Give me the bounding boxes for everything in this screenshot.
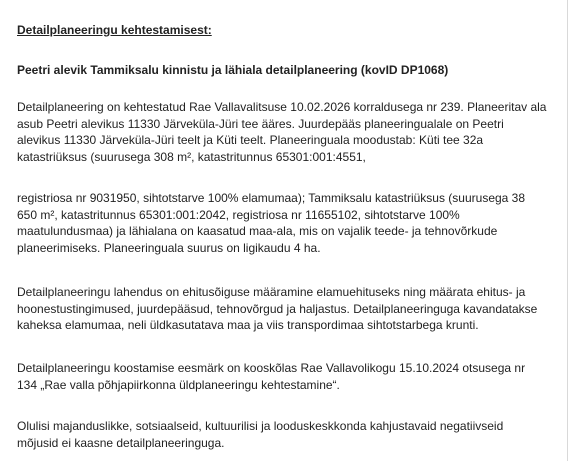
paragraph-plot-details: registriosa nr 9031950, sihtotstarve 100% elamumaa); Tammiksalu katastriüksus (suurusega 38 650 m², katastritunnus 65301:001:2042, registriosa nr 11655102, sihtotstarve 100% maatulundusmaa) ja lähialana on kaasatud maa-ala, mis on vajalik teede- ja tehnovõrkude planeerimiseks. Planeeringuala suurus on ligikaudu 4 ha. <box>17 191 526 255</box>
paragraph-solution: Detailplaneeringu lahendus on ehitusõiguse määramine elamuehituseks ning määrata ehitus- ja hoonestustingimused, juurdepääsud, tehnovõrgud ja haljastus. Detailplaneeringuga kavandatakse kaheksa elamumaa, neli üldkasutatava maa ja viis transpordimaa sihtotstarbega krunti. <box>17 285 538 332</box>
paragraph-impact: Olulisi majanduslikke, sotsiaalseid, kultuurilisi ja looduskeskkonda kahjustavaid negatiivseid mõjusid ei kaasne detailplaneeringuga. <box>17 419 504 450</box>
document-heading: Detailplaneeringu kehtestamisest: <box>17 23 212 37</box>
paragraph-purpose: Detailplaneeringu koostamise eesmärk on kooskõlas Rae Vallavolikogu 15.10.2024 otsusega nr 134 „Rae valla põhjapiirkonna üldplaneeringu kehtestamine“. <box>17 361 526 392</box>
plan-title: Peetri alevik Tammiksalu kinnistu ja lähiala detailplaneering (kovID DP1068) <box>17 63 449 77</box>
paragraph-decision: Detailplaneering on kehtestatud Rae Vallavalitsuse 10.02.2026 korraldusega nr 239. Planeeritav ala asub Peetri alevikus 11330 Järveküla-Jüri tee ääres. Juurdepääs planeeringualale on Peetri alevikus 11330 Järveküla-Jüri teelt ja Küti teelt. Planeeringuala moodustab: Küti tee 32a katastriüksus (suurusega 308 m², katastritunnus 65301:001:4551, <box>17 100 547 164</box>
